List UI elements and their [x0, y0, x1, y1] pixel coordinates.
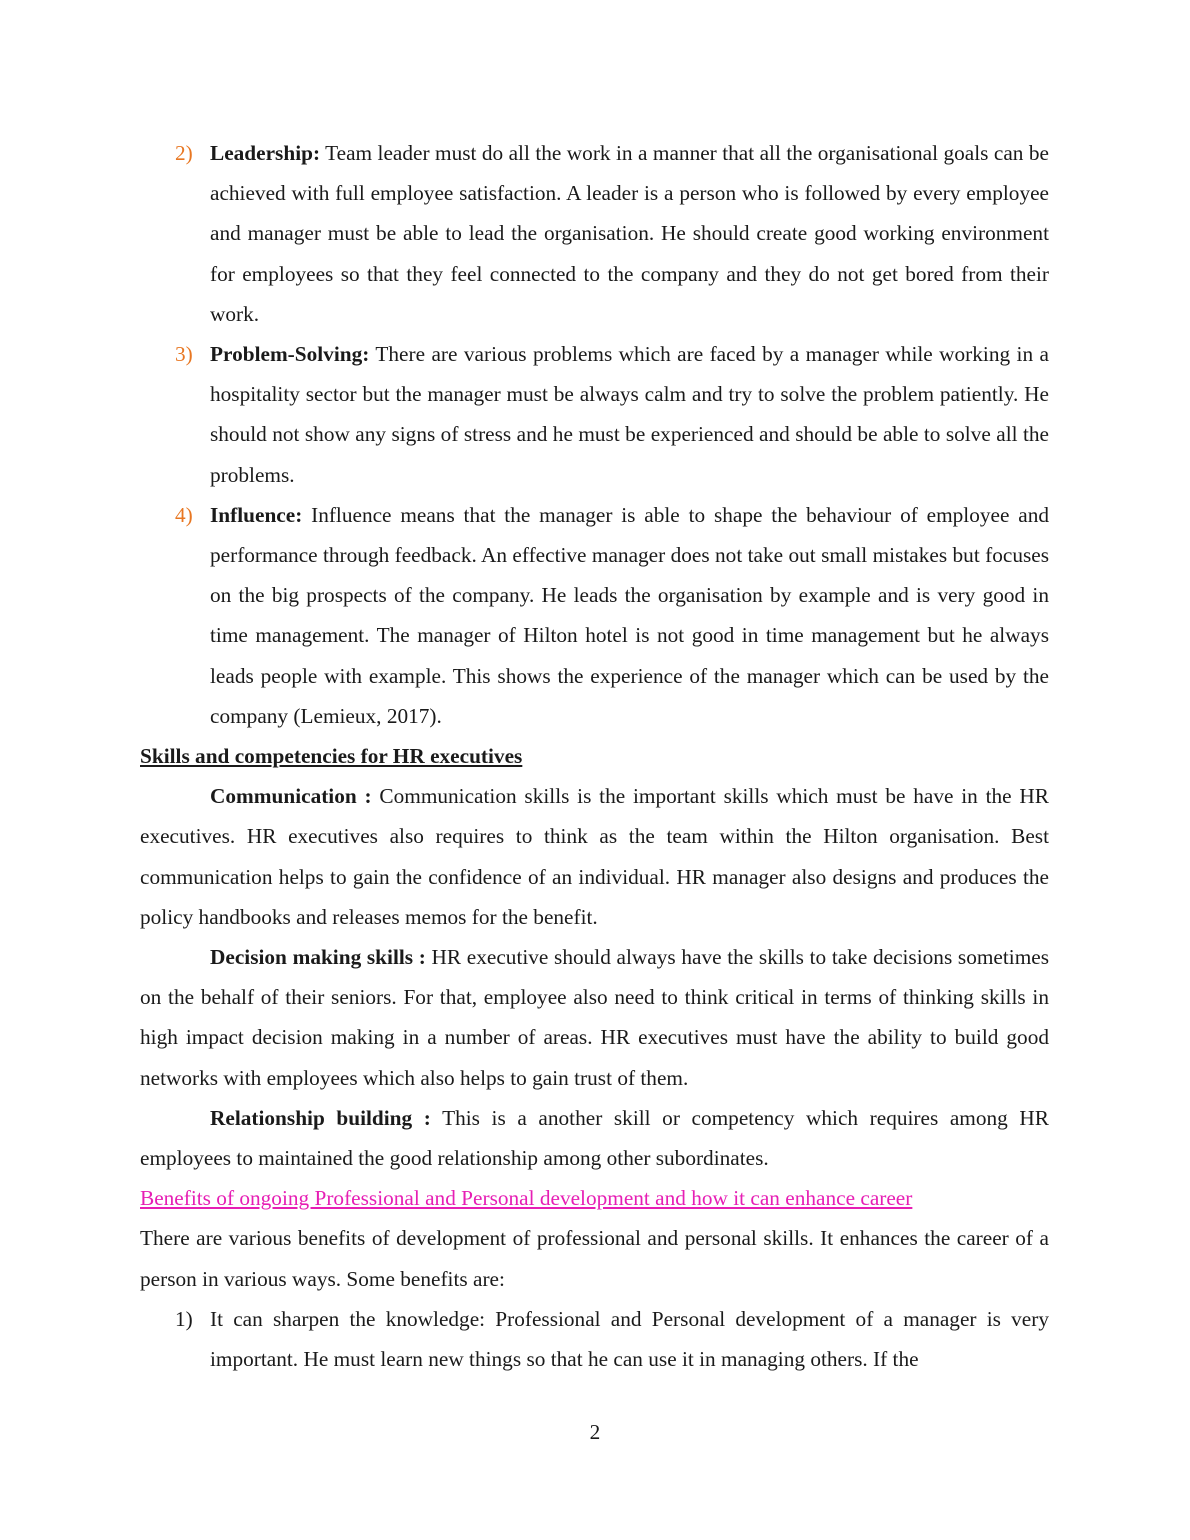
paragraph-text: This is a another skill or competency which requires among HR employees to maintained the good relationship among other subordinates.: [140, 1105, 1050, 1171]
list-item-text: Team leader must do all the work in a manner that all the organisational goals can be achieved with full employee satisfaction. A leader is a person who is followed by every employee and manager must be able to lead the organisation. He should create good working environment for employees so that they feel connected to the company and they do not get bored from their work.: [210, 141, 1049, 326]
list-item-label: Leadership:: [210, 141, 321, 165]
paragraph-text: Communication skills is the important skills which must be have in the HR executives. HR executives also requires to think as the team within the Hilton organisation. Best communication helps to gain the confidence of an individual. HR manager also designs and produces the policy handbooks and releases memos for the benefit.: [140, 784, 1049, 929]
list-item-text: Influence means that the manager is able to shape the behaviour of employee and performance through feedback. An effective manager does not take out small mistakes but focuses on the big prospects of the company. He leads the organisation by example and is very good in time management. The manager of Hilton hotel is not good in time management but he always leads people with example. This shows the experience of the manager which can be used by the company (Lemieux, 2017).: [210, 502, 1049, 728]
document-body: [140, 133, 1049, 1379]
list-number: 3): [175, 342, 193, 367]
paragraph-decision-making: [140, 937, 1049, 1098]
paragraph-benefits-intro: There are various benefits of development of professional and personal skills. It enhances the career of a person in various ways. Some benefits are:: [140, 1226, 1049, 1291]
list-item-label: Influence:: [210, 502, 303, 527]
paragraph-label: Communication :: [210, 784, 372, 809]
list-item-text: It can sharpen the knowledge: Professional and Personal development of a manager is very important. He must learn new things so that he can use it in managing others. If the: [210, 1306, 1049, 1372]
list-number: 4): [175, 502, 193, 527]
list-number: 1): [175, 1306, 193, 1331]
list-number: 2): [175, 141, 193, 165]
section-heading-benefits-link[interactable]: Benefits of ongoing Professional and Personal development and how it can enhance career: [140, 1186, 913, 1211]
paragraph-label: Relationship building :: [210, 1105, 431, 1130]
section-heading-skills: Skills and competencies for HR executives: [140, 744, 523, 769]
list-item-text: There are various problems which are faced by a manager while working in a hospitality sector but the manager must be always calm and try to solve the problem patiently. He should not show any signs of stress and he must be experienced and should be able to solve all the problems.: [210, 342, 1049, 487]
paragraph-communication: [140, 776, 1049, 937]
page-number: 2: [589, 1420, 601, 1444]
list-item-sharpen-knowledge: [140, 1299, 1049, 1379]
list-item-influence: [140, 495, 1049, 736]
paragraph-text: HR executive should always have the skills to take decisions sometimes on the behalf of their seniors. For that, employee also need to think critical in terms of thinking skills in high impact decision making in a number of areas. HR executives must have the ability to build good networks with employees which also helps to gain trust of them.: [140, 945, 1049, 1090]
paragraph-relationship-building: [140, 1098, 1049, 1178]
list-item-problem-solving: [140, 334, 1049, 495]
list-item-label: Problem-Solving:: [210, 342, 370, 367]
list-item-leadership: [140, 133, 1049, 334]
paragraph-label: Decision making skills :: [210, 945, 426, 970]
